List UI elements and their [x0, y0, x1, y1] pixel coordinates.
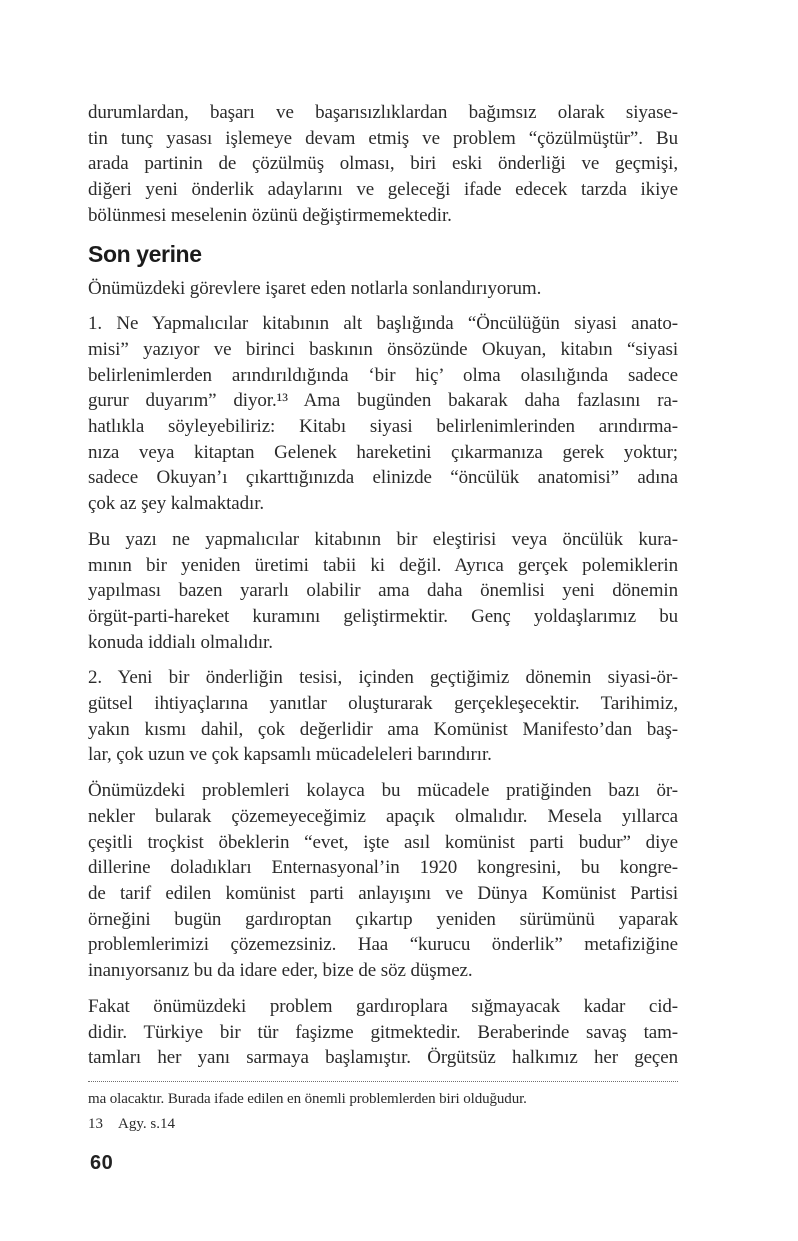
paragraph	[88, 100, 678, 229]
text-line: Önümüzdeki problemleri kolayca bu mücadele pratiğinden bazı ör-	[88, 780, 678, 802]
text-line: gütsel ihtiyaçlarına yanıtlar oluşturarak gerçekleşecektir. Tarihimiz,	[88, 693, 678, 715]
text-line: durumlardan, başarı ve başarısızlıklardan bağımsız olarak siyase-	[88, 102, 678, 123]
text-line: problemlerimizi çözemezsiniz. Haa “kurucu önderlik” metafiziğine	[88, 934, 678, 956]
paragraph	[88, 527, 678, 656]
footnote-text: Agy. s.14	[118, 1115, 175, 1132]
text-line: belirlenimlerden arındırıldığında ‘bir hiç’ olma olasılığında sadece	[88, 364, 678, 386]
text-line: çeşitli troçkist öbeklerin “evet, işte asıl komünist parti budur” diye	[88, 831, 678, 853]
footnote-marker: 13	[88, 1115, 103, 1132]
text-line: nıza veya kitaptan Gelenek hareketini çıkarmanıza gerek yoktur;	[88, 441, 678, 463]
text-line: dillerine doladıkları Enternasyonal’in 1920 kongresini, bu kongre-	[88, 857, 678, 879]
text-line: lar, çok uzun ve çok kapsamlı mücadeleleri barındırır.	[88, 744, 492, 766]
text-line: tamları her yanı sarmaya başlamıştır. Örgütsüz halkımız her geçen	[88, 1047, 678, 1069]
text-line: Önümüzdeki görevlere işaret eden notlarla sonlandırıyorum.	[88, 277, 542, 299]
text-line: 2. Yeni bir önderliğin tesisi, içinden geçtiğimiz dönemin siyasi-ör-	[88, 667, 678, 689]
paragraph	[88, 311, 678, 517]
footnote-item	[88, 1114, 678, 1135]
paragraph	[88, 276, 678, 302]
footnote-continuation: ma olacaktır. Burada ifade edilen en önemli problemlerden biri olduğudur.	[88, 1090, 527, 1107]
text-line: yapılması bazen yararlı olabilir ama daha önemlisi yeni dönemin	[88, 580, 678, 602]
text-line: sadece Okuyan’ı çıkarttığınızda elinizde “öncülük anatomisi” adına	[88, 467, 678, 489]
paragraph	[88, 778, 678, 984]
page-number: 60	[90, 1152, 114, 1174]
text-line: örgüt-parti-hareket kuramını geliştirmektir. Genç yoldaşlarımız bu	[88, 605, 678, 627]
text-line: gurur duyarım” diyor.¹³ Ama bugünden bakarak daha fazlasını ra-	[88, 390, 678, 412]
footnote-separator	[88, 1081, 678, 1082]
page-text-block	[88, 100, 678, 1135]
text-line: konuda iddialı olmalıdır.	[88, 631, 273, 653]
text-line: mının bir yeniden üretimi tabii ki değil. Ayrıca gerçek polemiklerin	[88, 554, 678, 576]
text-line: çok az şey kalmaktadır.	[88, 493, 265, 515]
text-line: hatlıkla söyleyebiliriz: Kitabı siyasi belirlenimlerinden arındırma-	[88, 416, 678, 438]
text-line: Fakat önümüzdeki problem gardıroplara sığmayacak kadar cid-	[88, 995, 678, 1017]
text-line: Bu yazı ne yapmalıcılar kitabının bir eleştirisi veya öncülük kura-	[88, 528, 678, 550]
paragraph	[88, 665, 678, 768]
text-line: didir. Türkiye bir tür faşizme gitmektedir. Beraberinde savaş tam-	[88, 1021, 678, 1043]
text-line: yakın kısmı dahil, çok değerlidir ama Komünist Manifesto’dan baş-	[88, 718, 678, 740]
text-line: 1. Ne Yapmalıcılar kitabının alt başlığında “Öncülüğün siyasi anato-	[88, 313, 678, 335]
text-line: örneğini bugün gardıroptan çıkartıp yeniden sürümünü yaparak	[88, 908, 678, 930]
text-line: arada partinin de çözülmüş olması, biri eski önderliği ve geçmişi,	[88, 153, 678, 175]
section-heading: Son yerine	[88, 240, 202, 267]
text-line: tin tunç yasası işlemeye devam etmiş ve problem “çözülmüştür”. Bu	[88, 127, 678, 149]
text-line: inanıyorsanız bu da idare eder, bize de söz düşmez.	[88, 960, 473, 982]
text-line: bölünmesi meselenin özünü değiştirmemektedir.	[88, 204, 452, 226]
text-line: nekler bularak çözemeyeceğimiz apaçık olmalıdır. Mesela yıllarca	[88, 805, 678, 827]
content-blocks	[88, 100, 678, 1071]
footnote-area	[88, 1081, 678, 1135]
paragraph	[88, 994, 678, 1071]
text-line: de tarif edilen komünist parti anlayışını ve Dünya Komünist Partisi	[88, 882, 678, 904]
text-line: misi” yazıyor ve birinci baskının önsözünde Okuyan, kitabın “siyasi	[88, 338, 678, 360]
text-line: diğeri yeni önderlik adaylarını ve geleceği ifade edecek tarzda ikiye	[88, 179, 678, 201]
